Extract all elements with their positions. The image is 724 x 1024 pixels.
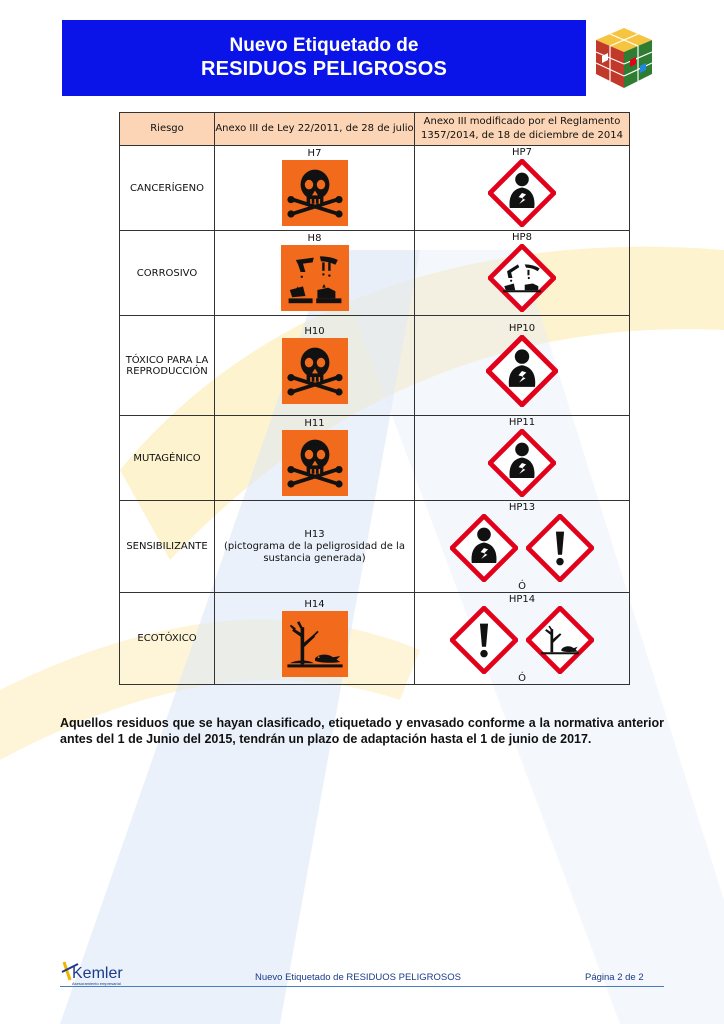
old-code: H7 — [307, 148, 322, 159]
column-header-risk: Riesgo — [120, 113, 215, 146]
old-pictogram-cell — [215, 501, 415, 593]
health-hazard-icon — [488, 429, 556, 497]
column-header-new-annex: Anexo III modificado por el Reglamento 1357/2014, de 18 de diciembre de 2014 — [415, 113, 630, 146]
new-code: HP13 — [508, 502, 536, 513]
old-pictogram-cell — [215, 416, 415, 501]
new-pictogram-cell — [415, 231, 630, 316]
table-header-row — [120, 113, 630, 146]
new-code: HP10 — [508, 322, 536, 334]
old-code: H11 — [304, 418, 325, 429]
health-hazard-icon — [450, 514, 518, 582]
risk-label: CANCERÍGENO — [120, 146, 215, 231]
table-row — [120, 501, 630, 593]
old-pictogram-note: (pictograma de la peligrosidad de la sustancia generada) — [224, 541, 405, 564]
separator-or: Ó — [518, 673, 526, 684]
table-row — [120, 416, 630, 501]
column-header-old-annex: Anexo III de Ley 22/2011, de 28 de julio — [215, 113, 415, 146]
new-pictogram-cell — [415, 416, 630, 501]
skull-crossbones-icon — [282, 160, 348, 226]
risk-label: CORROSIVO — [120, 231, 215, 316]
health-hazard-icon — [488, 159, 556, 227]
kemler-logo — [60, 958, 140, 986]
environment-icon — [282, 611, 348, 677]
environment-icon — [526, 606, 594, 674]
exclamation-icon — [526, 514, 594, 582]
exclamation-icon — [450, 606, 518, 674]
old-pictogram-cell — [215, 316, 415, 416]
title-banner — [62, 20, 586, 96]
table-row — [120, 146, 630, 231]
title-line-2: RESIDUOS PELIGROSOS — [200, 58, 448, 80]
old-code: H8 — [307, 233, 322, 244]
old-code: H14 — [304, 598, 325, 610]
new-pictogram-cell — [415, 501, 630, 593]
health-hazard-icon — [486, 335, 558, 407]
new-code: HP8 — [512, 232, 532, 243]
new-pictogram-cell — [415, 316, 630, 416]
logo-text: Kemler — [72, 965, 123, 982]
table-row — [120, 316, 630, 416]
old-pictogram-cell — [215, 146, 415, 231]
hazard-cube-logo — [586, 20, 662, 96]
old-code: H10 — [304, 325, 325, 337]
risk-label: TÓXICO PARA LA REPRODUCCIÓN — [120, 316, 215, 416]
corrosive-icon — [281, 245, 349, 311]
risk-label: SENSIBILIZANTE — [120, 501, 215, 593]
new-code: HP11 — [508, 417, 536, 428]
risk-label: ECOTÓXICO — [120, 593, 215, 685]
footer-page-number: Página 2 de 2 — [585, 972, 644, 983]
hazard-pictogram-table — [119, 112, 630, 685]
risk-label: MUTAGÉNICO — [120, 416, 215, 501]
new-pictogram-cell — [415, 593, 630, 685]
adaptation-notice: Aquellos residuos que se hayan clasificado, etiquetado y envasado conforme a la normativa anterior antes del 1 de Junio del 2015, tendrán un plazo de adaptación hasta el 1 de junio de 2017. — [60, 716, 664, 746]
footer-divider — [60, 986, 664, 987]
skull-crossbones-icon — [282, 430, 348, 496]
new-code: HP7 — [512, 147, 532, 158]
old-pictogram-cell — [215, 593, 415, 685]
old-pictogram-cell — [215, 231, 415, 316]
footer-document-title: Nuevo Etiquetado de RESIDUOS PELIGROSOS — [255, 972, 461, 983]
logo-subtext: Asesoramiento empresarial — [72, 981, 121, 986]
new-pictogram-cell — [415, 146, 630, 231]
skull-crossbones-icon — [282, 338, 348, 404]
new-code: HP14 — [508, 594, 536, 605]
title-line-1: Nuevo Etiquetado de — [229, 35, 419, 56]
old-code: H13 — [304, 529, 325, 540]
table-row — [120, 593, 630, 685]
table-row — [120, 231, 630, 316]
corrosive-icon — [488, 244, 556, 312]
separator-or: Ó — [518, 581, 526, 592]
